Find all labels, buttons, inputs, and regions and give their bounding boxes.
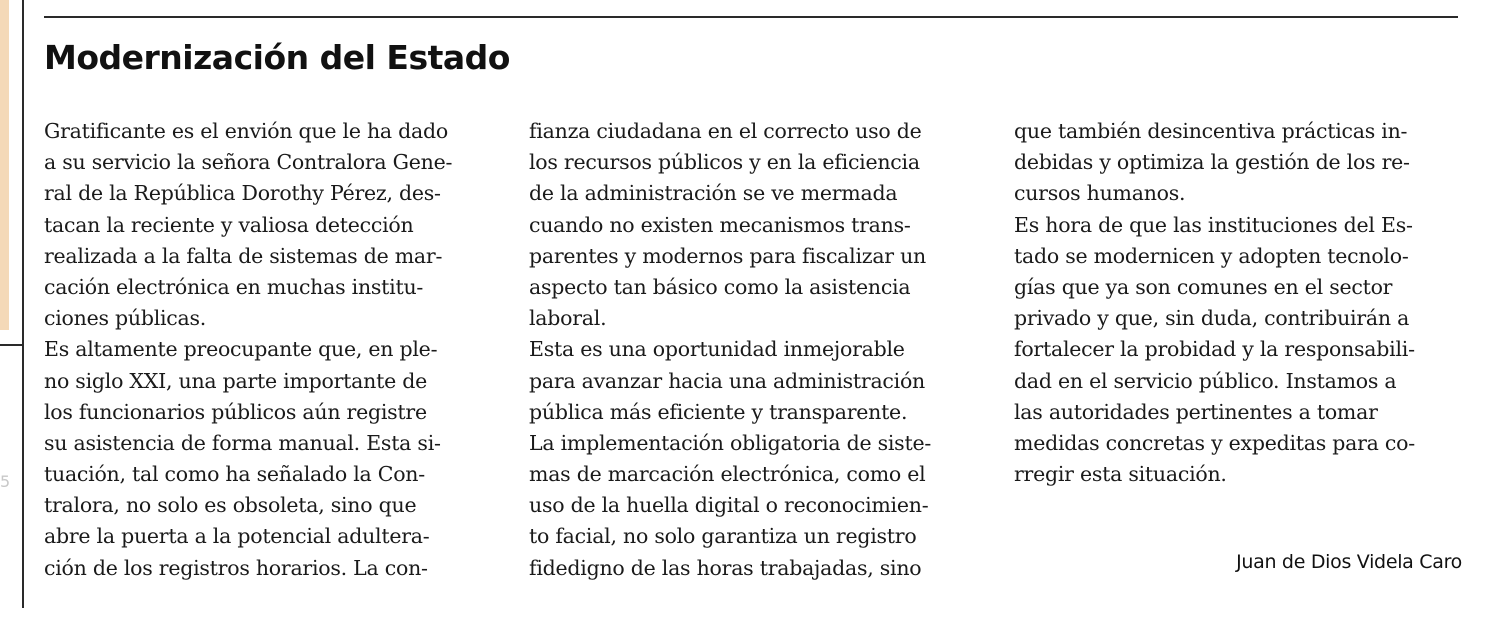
- text-line: su asistencia de forma manual. Esta si-: [44, 430, 441, 455]
- text-line: fidedigno de las horas trabajadas, sino: [529, 555, 922, 580]
- text-line: tuación, tal como ha señalado la Con-: [44, 462, 425, 487]
- text-line: tralora, no solo es obsoleta, sino que: [44, 493, 417, 518]
- text-line: cación electrónica en muchas institu-: [44, 274, 424, 299]
- text-line: que también desincentiva prácticas in-: [1014, 119, 1408, 143]
- text-line: medidas concretas y expeditas para co-: [1014, 430, 1415, 455]
- left-column-rule: [22, 0, 24, 608]
- text-line: Es hora de que las instituciones del Es-: [1014, 212, 1413, 237]
- text-line: tacan la reciente y valiosa detección: [44, 212, 414, 237]
- text-line: aspecto tan básico como la asistencia: [529, 274, 911, 299]
- text-line: abre la puerta a la potencial adultera-: [44, 524, 430, 549]
- text-line: ral de la República Dorothy Pérez, des-: [44, 181, 441, 206]
- text-line: gías que ya son comunes en el sector: [1014, 274, 1393, 299]
- article-column-1: [44, 116, 499, 584]
- text-line: fortalecer la probidad y la responsabili-: [1014, 337, 1415, 362]
- text-line: parentes y modernos para fiscalizar un: [529, 243, 927, 268]
- text-line: Esta es una oportunidad inmejorable: [529, 337, 905, 362]
- text-line: tado se modernicen y adopten tecnolo-: [1014, 243, 1409, 268]
- text-line: laboral.: [529, 306, 607, 331]
- left-margin-strip: [0, 0, 9, 330]
- text-line: to facial, no solo garantiza un registro: [529, 524, 917, 549]
- text-line: los funcionarios públicos aún registre: [44, 399, 427, 424]
- text-line: ciones públicas.: [44, 306, 207, 331]
- text-line: para avanzar hacia una administración: [529, 368, 926, 393]
- text-line: mas de marcación electrónica, como el: [529, 462, 926, 487]
- text-line: las autoridades pertinentes a tomar: [1014, 399, 1378, 424]
- text-line: privado y que, sin duda, contribuirán a: [1014, 306, 1410, 331]
- text-line: cursos humanos.: [1014, 181, 1186, 206]
- text-line: debidas y optimiza la gestión de los re-: [1014, 150, 1410, 175]
- text-line: Gratificante es el envión que le ha dado: [44, 119, 448, 143]
- text-line: de la administración se ve mermada: [529, 181, 898, 206]
- text-line: los recursos públicos y en la eficiencia: [529, 150, 920, 175]
- text-line: dad en el servicio público. Instamos a: [1014, 368, 1397, 393]
- text-line: no siglo XXI, una parte importante de: [44, 368, 427, 393]
- margin-stray-glyph: 5: [0, 472, 11, 491]
- text-line: Es altamente preocupante que, en ple-: [44, 337, 438, 362]
- text-line: a su servicio la señora Contralora Gene-: [44, 150, 453, 175]
- author-signature: Juan de Dios Videla Caro: [1236, 551, 1462, 573]
- text-line: uso de la huella digital o reconocimien-: [529, 493, 929, 518]
- article-column-2: [529, 116, 984, 584]
- left-rule-tick: [0, 344, 22, 346]
- text-line: pública más eficiente y transparente.: [529, 399, 908, 424]
- top-rule: [44, 16, 1458, 18]
- text-line: realizada a la falta de sistemas de mar-: [44, 243, 443, 268]
- text-line: rregir esta situación.: [1014, 462, 1227, 487]
- text-line: cuando no existen mecanismos trans-: [529, 212, 911, 237]
- text-line: ción de los registros horarios. La con-: [44, 555, 428, 580]
- text-line: La implementación obligatoria de siste-: [529, 430, 932, 455]
- article-column-3: [1014, 116, 1469, 490]
- article-headline: Modernización del Estado: [44, 38, 510, 77]
- text-line: fianza ciudadana en el correcto uso de: [529, 119, 922, 143]
